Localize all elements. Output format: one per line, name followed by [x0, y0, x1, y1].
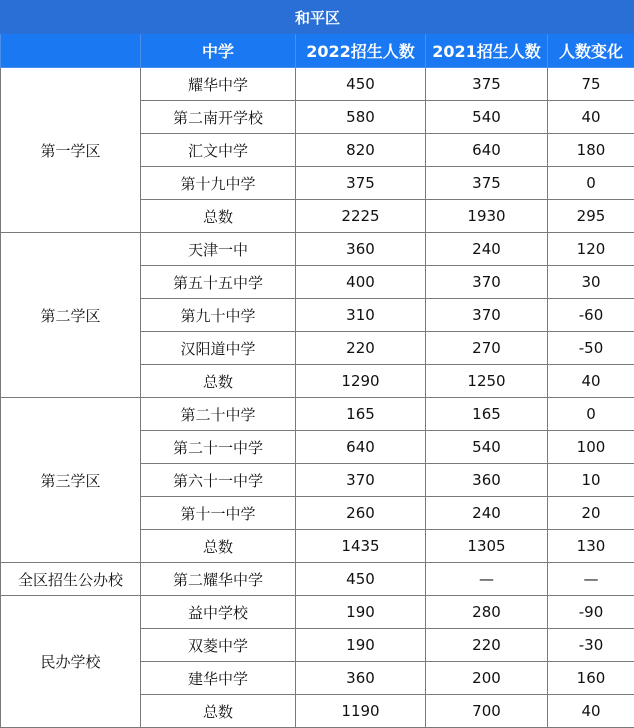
- change-cell: 0: [548, 167, 634, 200]
- school-cell: 天津一中: [141, 233, 296, 266]
- change-cell: 0: [548, 398, 634, 431]
- header-2021: 2021招生人数: [426, 34, 548, 68]
- school-cell: 第五十五中学: [141, 266, 296, 299]
- school-cell: 总数: [141, 200, 296, 233]
- district-cell: 第二学区: [1, 233, 141, 398]
- change-cell: 40: [548, 695, 634, 728]
- school-cell: 总数: [141, 695, 296, 728]
- school-cell: 第六十一中学: [141, 464, 296, 497]
- enroll-2022-cell: 640: [296, 431, 426, 464]
- district-cell: 民办学校: [1, 596, 141, 728]
- enroll-2021-cell: 270: [426, 332, 548, 365]
- change-cell: -90: [548, 596, 634, 629]
- enroll-2021-cell: 360: [426, 464, 548, 497]
- header-change: 人数变化: [548, 34, 634, 68]
- table-body: [1, 68, 634, 728]
- district-cell: 全区招生公办校: [1, 563, 141, 596]
- enroll-2022-cell: 580: [296, 101, 426, 134]
- enroll-2021-cell: 370: [426, 299, 548, 332]
- enroll-2022-cell: 450: [296, 68, 426, 101]
- enroll-2021-cell: 640: [426, 134, 548, 167]
- change-cell: 295: [548, 200, 634, 233]
- change-cell: -30: [548, 629, 634, 662]
- table-row: [1, 563, 634, 596]
- enroll-2022-cell: 820: [296, 134, 426, 167]
- enroll-2022-cell: 1290: [296, 365, 426, 398]
- header-school: 中学: [141, 34, 296, 68]
- table-row: [1, 596, 634, 629]
- enroll-2021-cell: 220: [426, 629, 548, 662]
- enroll-2021-cell: 1305: [426, 530, 548, 563]
- school-cell: 第九十中学: [141, 299, 296, 332]
- school-cell: 总数: [141, 530, 296, 563]
- enroll-2021-cell: 540: [426, 101, 548, 134]
- header-row: [1, 34, 634, 68]
- enroll-2022-cell: 165: [296, 398, 426, 431]
- change-cell: 10: [548, 464, 634, 497]
- change-cell: 40: [548, 101, 634, 134]
- enroll-2022-cell: 360: [296, 662, 426, 695]
- enroll-2021-cell: —: [426, 563, 548, 596]
- school-cell: 第二十中学: [141, 398, 296, 431]
- school-cell: 第二南开学校: [141, 101, 296, 134]
- change-cell: 20: [548, 497, 634, 530]
- school-cell: 益中学校: [141, 596, 296, 629]
- table-row: [1, 233, 634, 266]
- enroll-2022-cell: 1435: [296, 530, 426, 563]
- district-cell: 第三学区: [1, 398, 141, 563]
- change-cell: -50: [548, 332, 634, 365]
- enroll-2021-cell: 375: [426, 68, 548, 101]
- table-row: [1, 398, 634, 431]
- school-cell: 汇文中学: [141, 134, 296, 167]
- change-cell: 120: [548, 233, 634, 266]
- enroll-2021-cell: 165: [426, 398, 548, 431]
- enroll-2021-cell: 370: [426, 266, 548, 299]
- school-cell: 耀华中学: [141, 68, 296, 101]
- change-cell: 100: [548, 431, 634, 464]
- district-cell: 第一学区: [1, 68, 141, 233]
- enroll-2021-cell: 240: [426, 233, 548, 266]
- change-cell: 30: [548, 266, 634, 299]
- school-cell: 双菱中学: [141, 629, 296, 662]
- school-cell: 汉阳道中学: [141, 332, 296, 365]
- school-cell: 第二耀华中学: [141, 563, 296, 596]
- enroll-2021-cell: 280: [426, 596, 548, 629]
- enroll-2021-cell: 200: [426, 662, 548, 695]
- enroll-2022-cell: 2225: [296, 200, 426, 233]
- title-row: [1, 1, 634, 34]
- change-cell: 40: [548, 365, 634, 398]
- school-cell: 第十一中学: [141, 497, 296, 530]
- enroll-2022-cell: 190: [296, 629, 426, 662]
- change-cell: 75: [548, 68, 634, 101]
- enroll-2021-cell: 375: [426, 167, 548, 200]
- enroll-2022-cell: 375: [296, 167, 426, 200]
- change-cell: 130: [548, 530, 634, 563]
- school-cell: 第二十一中学: [141, 431, 296, 464]
- enroll-2021-cell: 1250: [426, 365, 548, 398]
- table-row: [1, 68, 634, 101]
- enroll-2022-cell: 310: [296, 299, 426, 332]
- enroll-2022-cell: 360: [296, 233, 426, 266]
- school-cell: 总数: [141, 365, 296, 398]
- change-cell: 160: [548, 662, 634, 695]
- enroll-2022-cell: 450: [296, 563, 426, 596]
- header-2022: 2022招生人数: [296, 34, 426, 68]
- change-cell: -60: [548, 299, 634, 332]
- header-district: [1, 34, 141, 68]
- school-cell: 建华中学: [141, 662, 296, 695]
- enroll-2021-cell: 700: [426, 695, 548, 728]
- enroll-2022-cell: 260: [296, 497, 426, 530]
- change-cell: —: [548, 563, 634, 596]
- table-title: 和平区: [1, 1, 634, 34]
- enroll-2022-cell: 1190: [296, 695, 426, 728]
- enroll-2022-cell: 400: [296, 266, 426, 299]
- enroll-2022-cell: 190: [296, 596, 426, 629]
- enroll-2021-cell: 1930: [426, 200, 548, 233]
- enroll-2022-cell: 220: [296, 332, 426, 365]
- enroll-2021-cell: 540: [426, 431, 548, 464]
- change-cell: 180: [548, 134, 634, 167]
- enroll-2022-cell: 370: [296, 464, 426, 497]
- enroll-2021-cell: 240: [426, 497, 548, 530]
- school-cell: 第十九中学: [141, 167, 296, 200]
